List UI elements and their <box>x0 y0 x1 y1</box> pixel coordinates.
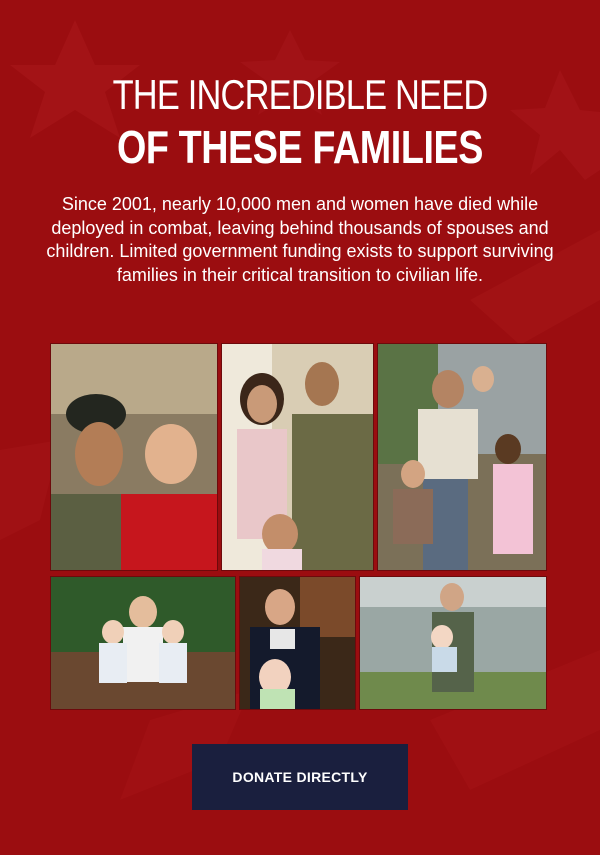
marine-with-wife-and-daughter-photo <box>221 343 374 571</box>
soldier-with-toddler-photo <box>50 343 218 571</box>
page-title-line-1: THE INCREDIBLE NEED <box>112 71 488 118</box>
donate-directly-button[interactable]: DONATE DIRECTLY <box>192 744 408 810</box>
page-title-line-2: OF THESE FAMILIES <box>116 121 484 173</box>
marine-dress-blues-with-baby-photo <box>239 576 356 710</box>
father-with-three-children-photo <box>377 343 547 571</box>
grandfather-with-twins-photo <box>50 576 236 710</box>
intro-paragraph: Since 2001, nearly 10,000 men and women have died while deployed in combat, leaving behind thousands of spouses and children. Limited government funding exists to support surviving families in their critical transition to civilian life. <box>46 194 554 285</box>
pilot-with-baby-photo <box>359 576 547 710</box>
